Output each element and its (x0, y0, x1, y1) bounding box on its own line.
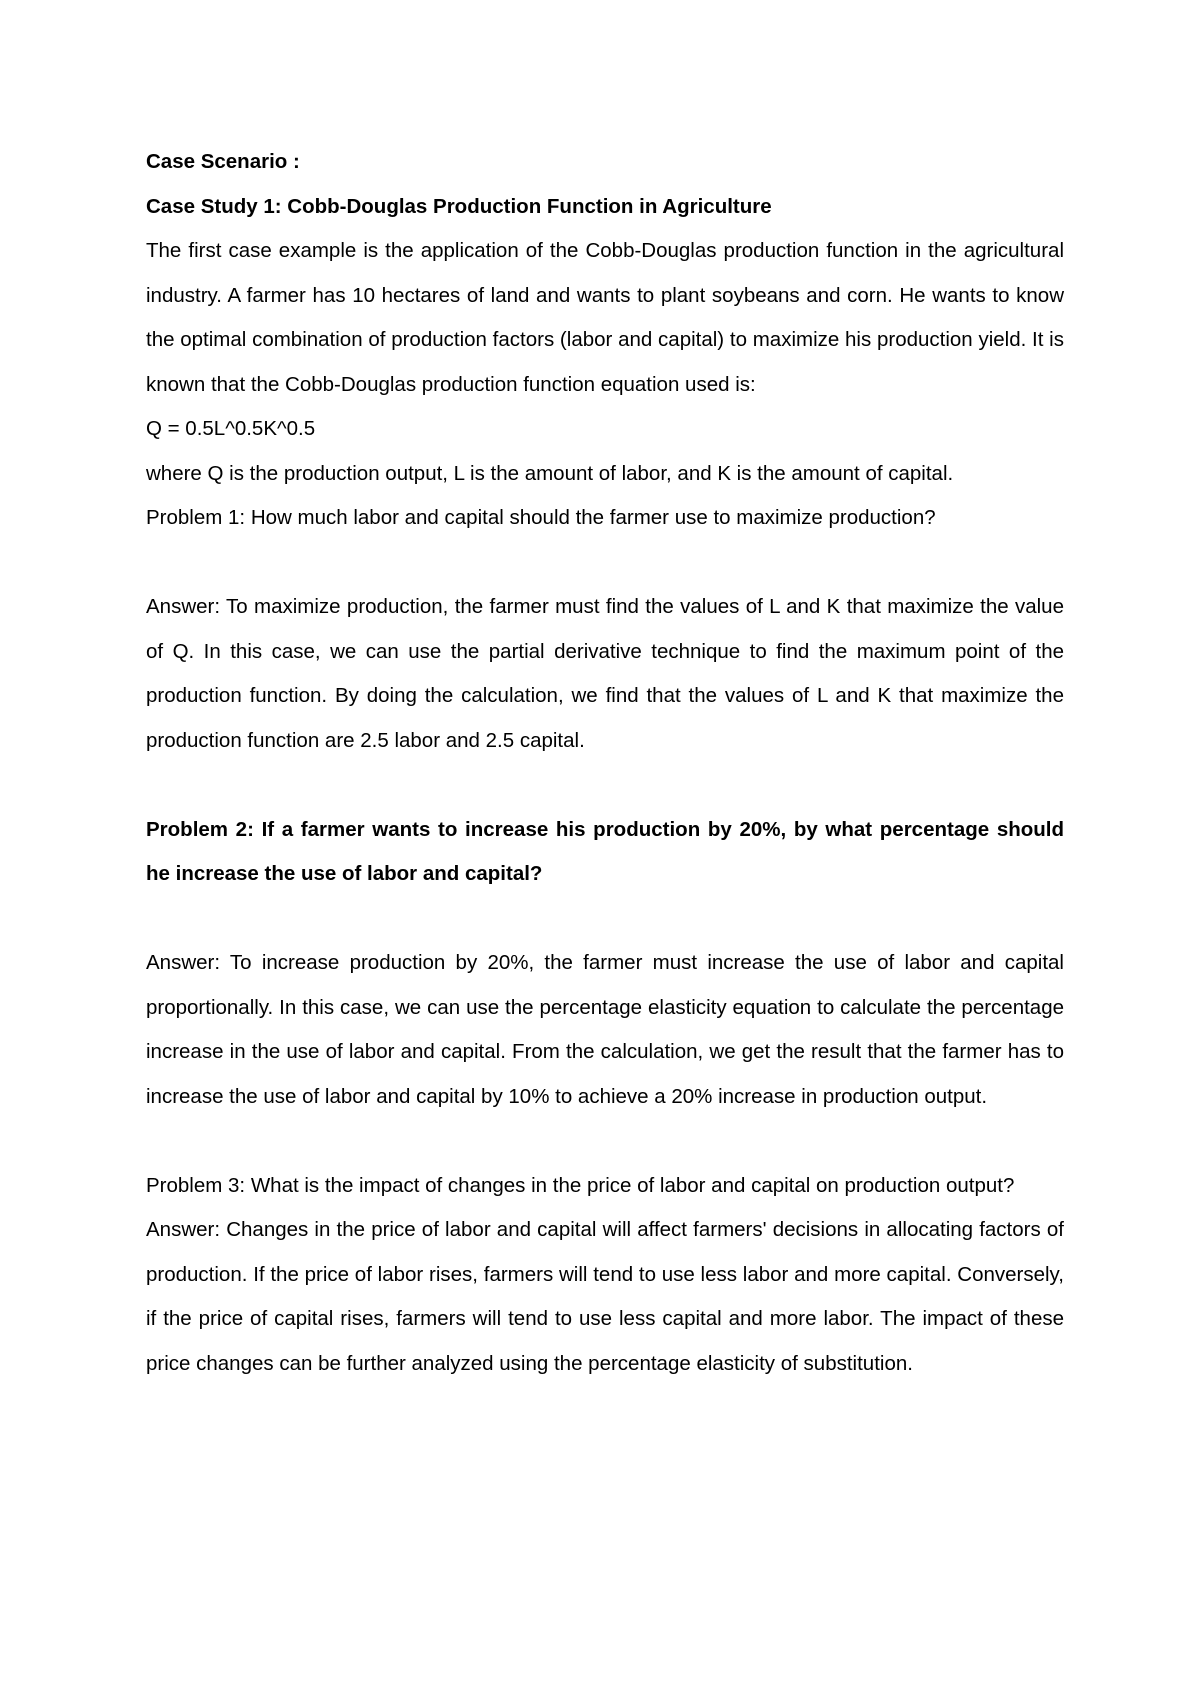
document-page (146, 140, 1064, 1386)
answer-2: Answer: To increase production by 20%, the farmer must increase the use of labor and capital proportionally. In this case, we can use the percentage elasticity equation to calculate the percentage increase in the use of labor and capital. From the calculation, we get the result that the farmer has to increase the use of labor and capital by 10% to achieve a 20% increase in production output. (146, 951, 1064, 1108)
spacer (146, 1119, 1064, 1164)
answer-1: Answer: To maximize production, the farmer must find the values of L and K that maximize the value of Q. In this case, we can use the partial derivative technique to find the maximum point of the production function. By doing the calculation, we find that the values of L and K that maximize the production function are 2.5 labor and 2.5 capital. (146, 595, 1064, 752)
page-heading: Case Scenario : (146, 150, 300, 173)
case-study-title: Case Study 1: Cobb-Douglas Production Function in Agriculture (146, 194, 772, 218)
spacer (146, 763, 1064, 808)
answer-3: Answer: Changes in the price of labor and capital will affect farmers' decisions in allocating factors of production. If the price of labor rises, farmers will tend to use less labor and more capital. Conversely, if the price of capital rises, farmers will tend to use less capital and more labor. The impact of these price changes can be further analyzed using the percentage elasticity of substitution. (146, 1218, 1064, 1375)
equation: Q = 0.5L^0.5K^0.5 (146, 417, 316, 440)
spacer (146, 541, 1064, 586)
problem-1: Problem 1: How much labor and capital should the farmer use to maximize production? (146, 506, 936, 529)
problem-3: Problem 3: What is the impact of changes in the price of labor and capital on production output? (146, 1173, 1015, 1197)
intro-paragraph: The first case example is the application of the Cobb-Douglas production function in the agricultural industry. A farmer has 10 hectares of land and wants to plant soybeans and corn. He wants to know the optimal combination of production factors (labor and capital) to maximize his production yield. It is known that the Cobb-Douglas production function equation used is: (146, 239, 1064, 396)
problem-2: Problem 2: If a farmer wants to increase his production by 20%, by what percentage should he increase the use of labor and capital? (146, 817, 1064, 885)
spacer (146, 897, 1064, 942)
variable-definitions: where Q is the production output, L is the amount of labor, and K is the amount of capital. (146, 461, 954, 485)
